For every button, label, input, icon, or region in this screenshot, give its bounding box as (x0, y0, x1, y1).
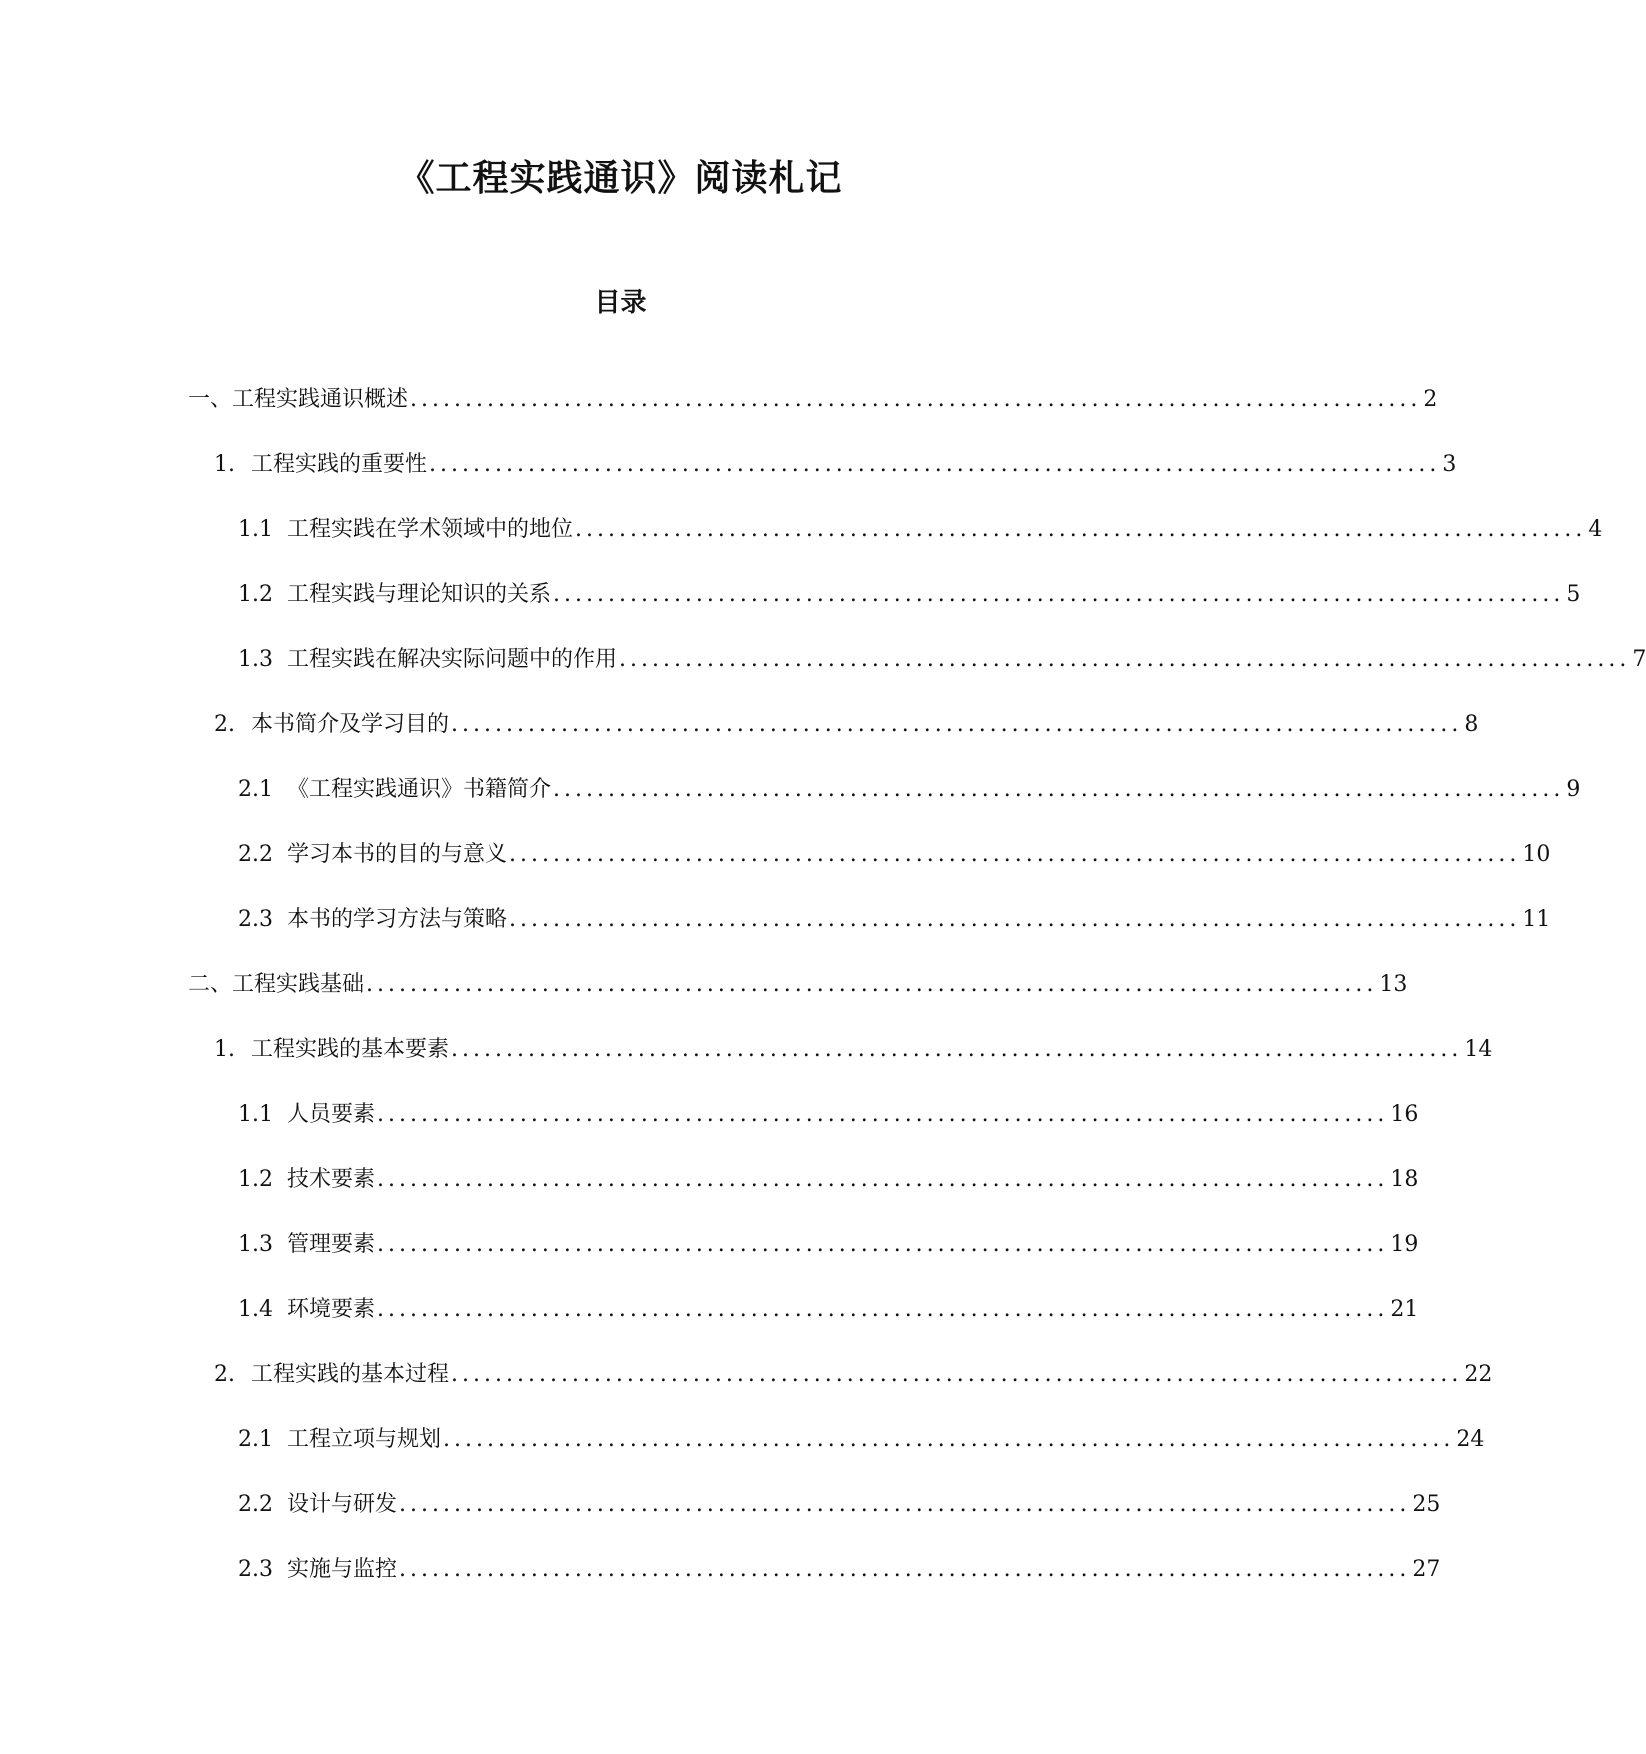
toc-entry-number: 2. (214, 712, 235, 737)
toc-entry-page: 5 (1566, 582, 1581, 607)
toc-entry-title: 工程实践的重要性 (251, 452, 428, 477)
toc-entry-title: 工程实践在学术领域中的地位 (287, 517, 574, 542)
toc-entry-number: 一、 (188, 387, 233, 412)
toc-entry-number: 1.1 (238, 517, 273, 542)
toc-dot-leader: ............................................................................................ (451, 1362, 1463, 1387)
toc-entry-number: 1.3 (238, 647, 273, 672)
toc-entry[interactable] (238, 1227, 1419, 1261)
toc-entry-page: 19 (1390, 1232, 1419, 1257)
toc-entry[interactable] (238, 577, 1581, 611)
toc-entry[interactable] (238, 1097, 1419, 1131)
toc-entry[interactable] (238, 1487, 1441, 1521)
toc-entry-title: 工程实践通识概述 (232, 387, 409, 412)
toc-entry-title: 设计与研发 (287, 1492, 398, 1517)
toc-dot-leader: ............................................................................................ (451, 712, 1463, 737)
toc-dot-leader: ............................................................................................ (377, 1232, 1389, 1257)
toc-dot-leader: ............................................................................................ (377, 1297, 1389, 1322)
toc-entry-page: 11 (1522, 907, 1551, 932)
toc-entry-number: 2.1 (238, 1427, 273, 1452)
toc-entry-title: 人员要素 (287, 1102, 376, 1127)
toc-entry-page: 21 (1390, 1297, 1419, 1322)
toc-entry-number: 1.2 (238, 1167, 273, 1192)
toc-entry-page: 18 (1390, 1167, 1419, 1192)
toc-entry-page: 4 (1588, 517, 1603, 542)
toc-entry-title: 技术要素 (287, 1167, 376, 1192)
toc-entry-number: 2.2 (238, 842, 273, 867)
toc-entry-number: 2.3 (238, 907, 273, 932)
toc-entry-title: 工程立项与规划 (287, 1427, 442, 1452)
toc-dot-leader: ............................................................................................ (619, 647, 1631, 672)
toc-entry[interactable] (188, 382, 1438, 416)
toc-dot-leader: ............................................................................................ (377, 1102, 1389, 1127)
toc-entry-number: 1.2 (238, 582, 273, 607)
toc-dot-leader: ............................................................................................ (553, 582, 1565, 607)
toc-entry[interactable] (238, 512, 1603, 546)
toc-entry-number: 二、 (188, 972, 233, 997)
toc-entry[interactable] (214, 447, 1457, 481)
toc-entry[interactable] (238, 837, 1551, 871)
toc-entry-page: 13 (1379, 972, 1408, 997)
toc-dot-leader: ............................................................................................ (399, 1557, 1411, 1582)
toc-entry[interactable] (238, 1292, 1419, 1326)
toc-entry-page: 3 (1442, 452, 1457, 477)
toc-entry-title: 工程实践的基本要素 (251, 1037, 450, 1062)
toc-entry-title: 本书简介及学习目的 (251, 712, 450, 737)
toc-entry-title: 工程实践的基本过程 (251, 1362, 450, 1387)
toc-entry-number: 2. (214, 1362, 235, 1387)
toc-entry-title: 工程实践与理论知识的关系 (287, 582, 552, 607)
toc-entry[interactable] (214, 707, 1479, 741)
toc-entry[interactable] (238, 902, 1551, 936)
toc-entry[interactable] (238, 1552, 1441, 1586)
toc-dot-leader: ............................................................................................ (410, 387, 1422, 412)
toc-entry-number: 1.4 (238, 1297, 273, 1322)
toc-entry-title: 工程实践在解决实际问题中的作用 (287, 647, 618, 672)
toc-entry[interactable] (238, 642, 1646, 676)
toc-entry-title: 本书的学习方法与策略 (287, 907, 508, 932)
toc-entry-page: 9 (1566, 777, 1581, 802)
toc-entry-page: 24 (1456, 1427, 1485, 1452)
toc-entry-number: 1.1 (238, 1102, 273, 1127)
toc-dot-leader: ............................................................................................ (443, 1427, 1455, 1452)
toc-entry-page: 8 (1464, 712, 1479, 737)
toc-entry-page: 10 (1522, 842, 1551, 867)
toc-dot-leader: ............................................................................................ (553, 777, 1565, 802)
toc-heading: 目录 (594, 288, 647, 318)
toc-dot-leader: ............................................................................................ (509, 842, 1521, 867)
toc-entry[interactable] (238, 1422, 1485, 1456)
toc-dot-leader: ............................................................................................ (451, 1037, 1463, 1062)
document-title: 《工程实践通识》阅读札记 (398, 158, 843, 199)
toc-entry[interactable] (238, 772, 1581, 806)
toc-dot-leader: ............................................................................................ (377, 1167, 1389, 1192)
toc-dot-leader: ............................................................................................ (399, 1492, 1411, 1517)
toc-entry-page: 2 (1423, 387, 1438, 412)
toc-entry-page: 7 (1632, 647, 1646, 672)
toc-dot-leader: ............................................................................................ (509, 907, 1521, 932)
toc-entry-title: 《工程实践通识》书籍简介 (287, 777, 552, 802)
toc-entry[interactable] (214, 1032, 1493, 1066)
toc-entry-title: 实施与监控 (287, 1557, 398, 1582)
toc-entry-number: 1. (214, 452, 235, 477)
toc-entry[interactable] (238, 1162, 1419, 1196)
toc-entry-page: 27 (1412, 1557, 1441, 1582)
toc-entry-number: 2.2 (238, 1492, 273, 1517)
toc-entry-number: 2.1 (238, 777, 273, 802)
toc-entry-number: 1. (214, 1037, 235, 1062)
toc-entry-number: 2.3 (238, 1557, 273, 1582)
toc-entry-title: 环境要素 (287, 1297, 376, 1322)
toc-entry[interactable] (214, 1357, 1493, 1391)
toc-entry-title: 管理要素 (287, 1232, 376, 1257)
toc-dot-leader: ............................................................................................ (575, 517, 1587, 542)
toc-dot-leader: ............................................................................................ (366, 972, 1378, 997)
toc-entry-page: 14 (1464, 1037, 1493, 1062)
toc-entry[interactable] (188, 967, 1408, 1001)
toc-entry-title: 学习本书的目的与意义 (287, 842, 508, 867)
toc-entry-title: 工程实践基础 (232, 972, 365, 997)
toc-entry-page: 16 (1390, 1102, 1419, 1127)
toc-entry-number: 1.3 (238, 1232, 273, 1257)
toc-dot-leader: ............................................................................................ (429, 452, 1441, 477)
toc-entry-page: 25 (1412, 1492, 1441, 1517)
toc-entry-page: 22 (1464, 1362, 1493, 1387)
